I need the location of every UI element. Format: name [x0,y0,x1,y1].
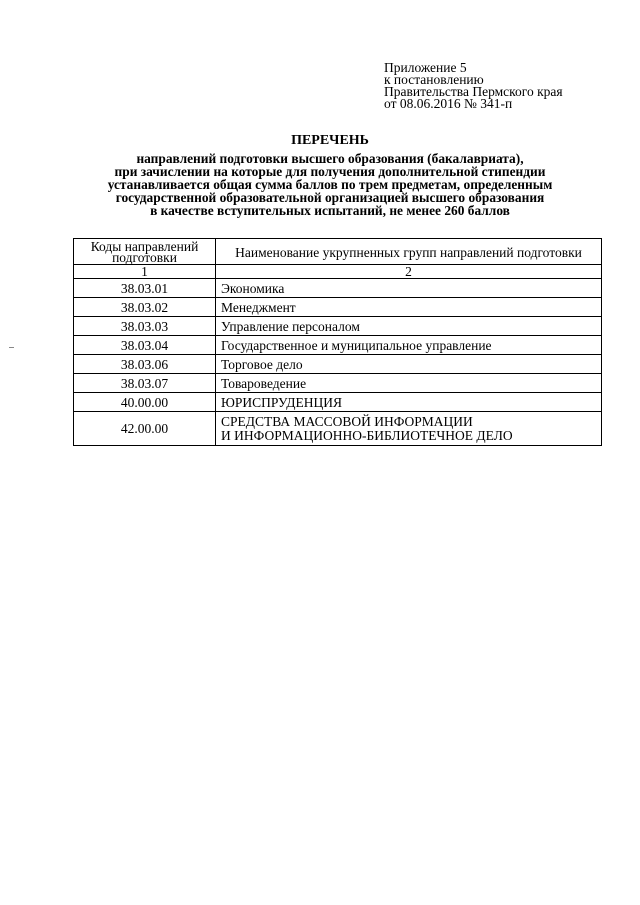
table-header-row [74,239,602,265]
appendix-block [384,62,563,110]
table-row [74,355,602,374]
direction-code: 38.03.07 [74,374,216,393]
margin-mark [9,347,14,348]
table-row [74,336,602,355]
table-row [74,412,602,446]
column-number-row [74,265,602,279]
appendix-line: к постановлению [384,72,484,87]
document-subtitle [60,152,600,217]
header-names: Наименование укрупненных групп направлений подготовки [216,239,602,265]
direction-code: 38.03.03 [74,317,216,336]
direction-code: 38.03.02 [74,298,216,317]
direction-name: ЮРИСПРУДЕНЦИЯ [216,393,602,412]
document-title: ПЕРЕЧЕНЬ [291,133,369,148]
subtitle-line: направлений подготовки высшего образования (бакалавриата), [136,151,524,166]
direction-name: Экономика [216,279,602,298]
direction-code: 38.03.01 [74,279,216,298]
direction-code: 42.00.00 [74,412,216,446]
direction-code: 38.03.06 [74,355,216,374]
appendix-line: от 08.06.2016 № 341-п [384,96,513,111]
appendix-line: Правительства Пермского края [384,84,563,99]
table-row [74,393,602,412]
direction-name-line: И ИНФОРМАЦИОННО-БИБЛИОТЕЧНОЕ ДЕЛО [221,427,513,443]
appendix-line: Приложение 5 [384,60,467,75]
direction-name: Государственное и муниципальное управление [216,336,602,355]
direction-name: Менеджмент [216,298,602,317]
direction-name-line: СРЕДСТВА МАССОВОЙ ИНФОРМАЦИИ [221,413,473,429]
table-row [74,374,602,393]
direction-name: Управление персоналом [216,317,602,336]
table-row [74,279,602,298]
table-row [74,298,602,317]
direction-code: 40.00.00 [74,393,216,412]
subtitle-line: в качестве вступительных испытаний, не менее 260 баллов [150,203,510,218]
subtitle-line: при зачислении на которые для получения дополнительной стипендии [114,164,546,179]
table-row [74,317,602,336]
subtitle-line: устанавливается общая сумма баллов по трем предметам, определенным [107,177,553,192]
column-number: 1 [74,265,216,279]
direction-code: 38.03.04 [74,336,216,355]
direction-name [216,412,602,446]
column-number: 2 [216,265,602,279]
direction-name: Торговое дело [216,355,602,374]
subtitle-line: государственной образовательной организацией высшего образования [115,190,545,205]
directions-table [73,238,602,446]
header-codes: Коды направлений подготовки [74,239,216,265]
direction-name: Товароведение [216,374,602,393]
